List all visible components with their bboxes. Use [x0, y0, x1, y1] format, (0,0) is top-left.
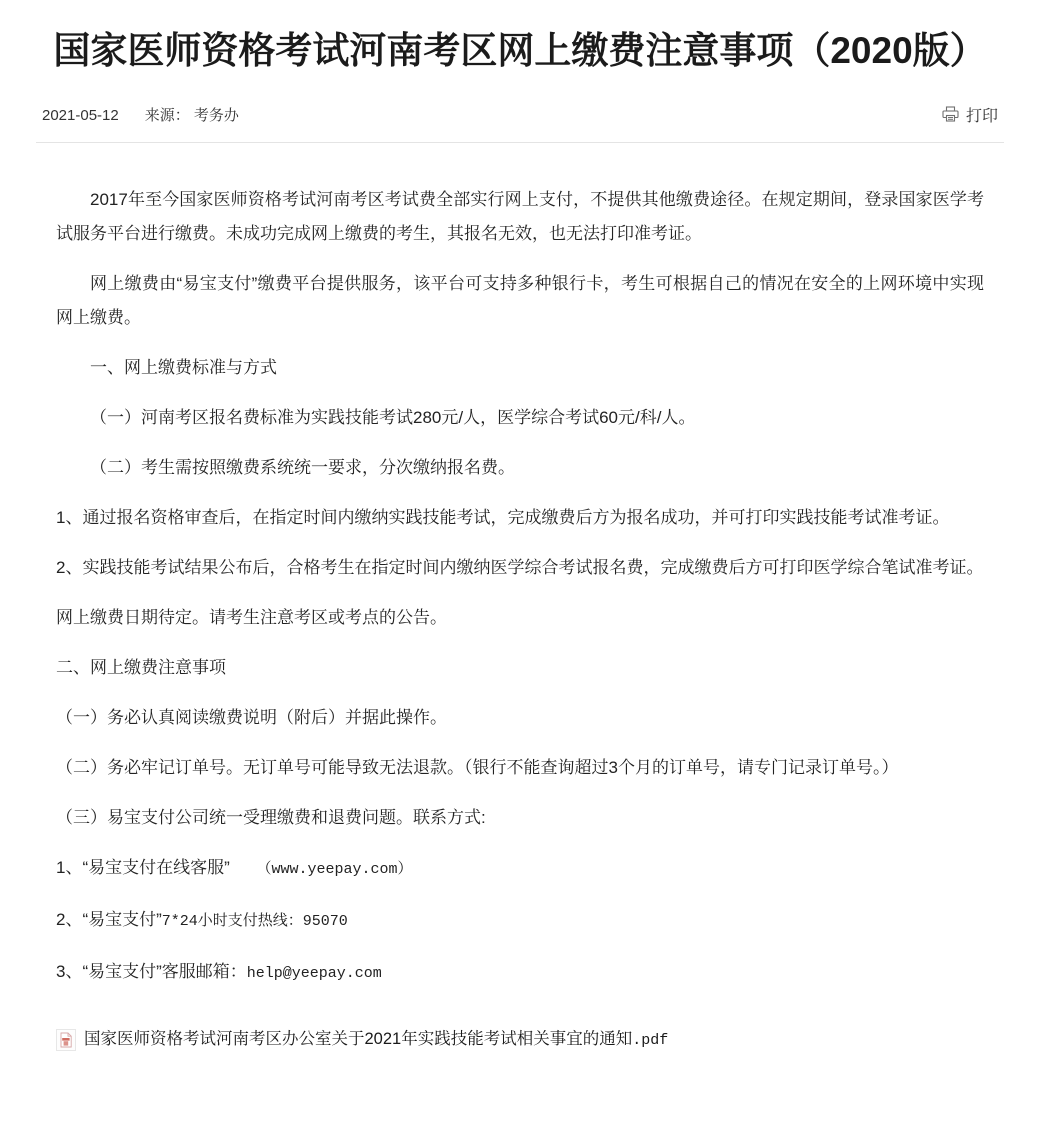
contact-item [56, 955, 984, 991]
body-paragraph: （二）考生需按照缴费系统统一要求，分次缴纳报名费。 [90, 458, 515, 477]
article-meta-row [36, 98, 1004, 143]
contact-item [56, 903, 984, 939]
contact-item [56, 851, 984, 887]
publish-date: 2021-05-12 [42, 106, 119, 124]
section-heading-2: 二、网上缴费注意事项 [56, 658, 226, 677]
section-heading-1: 一、网上缴费标准与方式 [90, 358, 277, 377]
print-button[interactable] [942, 103, 998, 126]
attachment-link[interactable] [56, 1027, 984, 1053]
attachment-list [36, 1027, 1004, 1053]
contact-label: 2、“易宝支付” [56, 910, 162, 929]
body-paragraph: 网上缴费由“易宝支付”缴费平台提供服务，该平台可支持多种银行卡，考生可根据自己的情况在安全的上网环境中实现网上缴费。 [56, 274, 984, 327]
attachment-extension: .pdf [632, 1032, 669, 1049]
pdf-file-icon [56, 1029, 76, 1051]
body-paragraph: （二）务必牢记订单号。无订单号可能导致无法退款。（银行不能查询超过3个月的订单号，请专门记录订单号。） [56, 758, 899, 777]
contact-value: （www.yeepay.com） [256, 861, 413, 878]
article-body [36, 143, 1004, 991]
contact-label: 1、“易宝支付在线客服” [56, 858, 230, 877]
body-paragraph: 2017年至今国家医师资格考试河南考区考试费全部实行网上支付，不提供其他缴费途径。在规定期间，登录国家医学考试服务平台进行缴费。未成功完成网上缴费的考生，其报名无效，也无法打印准考证。 [56, 190, 984, 243]
body-paragraph: （一）河南考区报名费标准为实践技能考试280元/人，医学综合考试60元/科/人。 [90, 408, 696, 427]
print-button-label: 打印 [965, 107, 998, 125]
attachment-file-name [84, 1027, 668, 1053]
body-paragraph: 2、实践技能考试结果公布后，合格考生在指定时间内缴纳医学综合考试报名费，完成缴费后方可打印医学综合笔试准考证。 [56, 558, 984, 577]
meta-left-group [42, 104, 239, 125]
body-paragraph: 1、通过报名资格审查后，在指定时间内缴纳实践技能考试，完成缴费后方为报名成功，并可打印实践技能考试准考证。 [56, 508, 950, 527]
printer-icon [942, 106, 959, 122]
article-source: 来源： 考务办 [144, 106, 239, 124]
contact-value: help@yeepay.com [246, 965, 382, 982]
body-paragraph: （一）务必认真阅读缴费说明（附后）并据此操作。 [56, 708, 447, 727]
body-paragraph: （三）易宝支付公司统一受理缴费和退费问题。联系方式: [56, 808, 486, 827]
body-paragraph: 网上缴费日期待定。请考生注意考区或考点的公告。 [56, 608, 447, 627]
contact-label: 3、“易宝支付”客服邮箱： [56, 962, 247, 981]
attachment-basename: 国家医师资格考试河南考区办公室关于2021年实践技能考试相关事宜的通知 [84, 1030, 633, 1048]
contact-value: 7*24小时支付热线：95070 [161, 913, 348, 930]
page-title: 国家医师资格考试河南考区网上缴费注意事项（2020版） [53, 30, 987, 71]
